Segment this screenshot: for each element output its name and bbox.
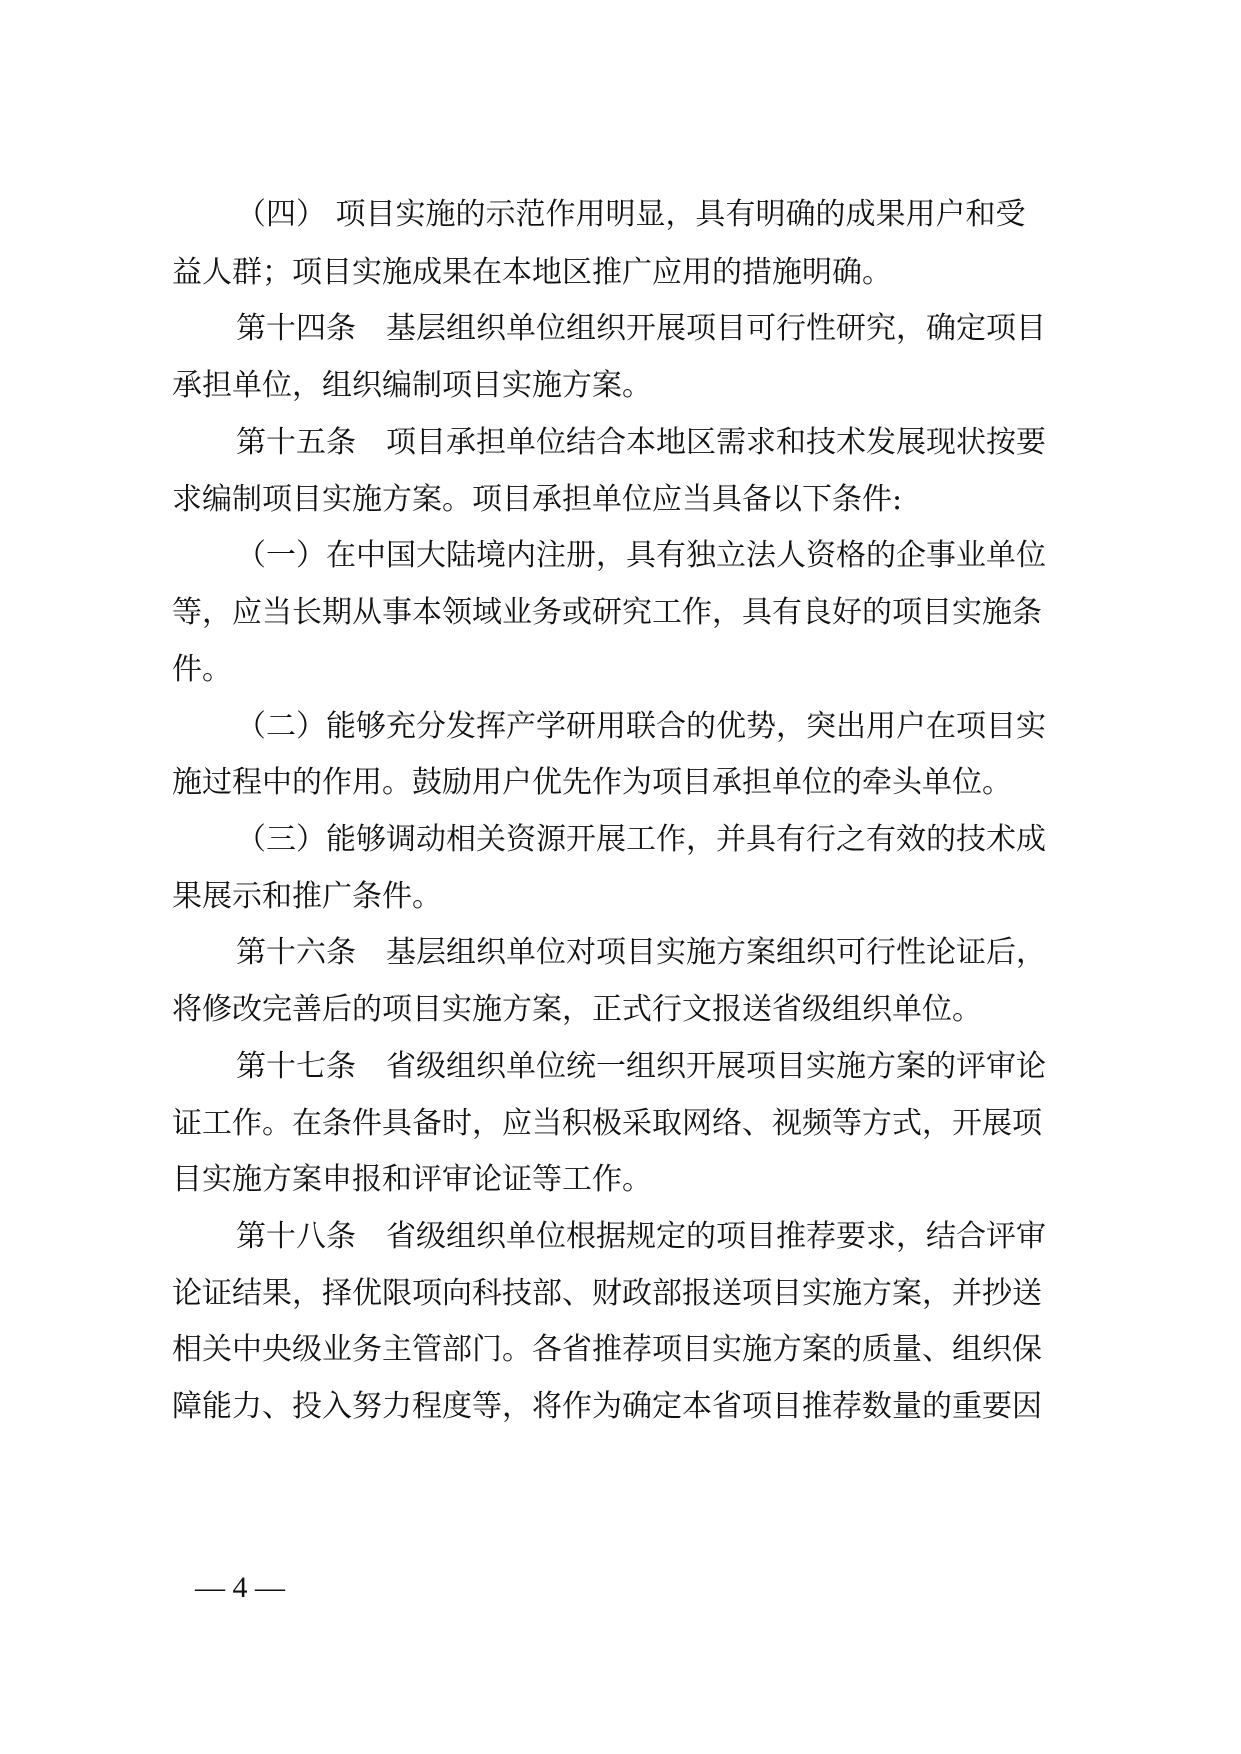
text-line: 求编制项目实施方案。项目承担单位应当具备以下条件: (172, 482, 903, 517)
text-line: （一）在中国大陆境内注册，具有独立法人资格的企事业单位 (236, 538, 1046, 573)
text-line: （三）能够调动相关资源开展工作，并具有行之有效的技术成 (236, 822, 1046, 857)
text-line: 件。 (172, 652, 232, 687)
text-line: 第十七条 省级组织单位统一组织开展项目实施方案的评审论 (236, 1049, 1046, 1084)
text-line: 第十八条 省级组织单位根据规定的项目推荐要求，结合评审 (236, 1219, 1046, 1254)
text-line: （二）能够充分发挥产学研用联合的优势，突出用户在项目实 (236, 709, 1046, 744)
text-line: 相关中央级业务主管部门。各省推荐项目实施方案的质量、组织保 (172, 1332, 1042, 1367)
text-line: 第十四条 基层组织单位组织开展项目可行性研究，确定项目 (236, 311, 1046, 346)
text-line: 论证结果，择优限项向科技部、财政部报送项目实施方案，并抄送 (172, 1276, 1042, 1311)
text-line: 目实施方案申报和评审论证等工作。 (172, 1162, 652, 1197)
page-number: — 4 — (195, 1571, 285, 1604)
text-line: （四） 项目实施的示范作用明显，具有明确的成果用户和受 (236, 197, 1026, 232)
text-line: 第十五条 项目承担单位结合本地区需求和技术发展现状按要 (236, 425, 1046, 460)
text-line: 等，应当长期从事本领域业务或研究工作，具有良好的项目实施条 (172, 595, 1042, 630)
text-line: 益人群；项目实施成果在本地区推广应用的措施明确。 (172, 255, 892, 290)
text-line: 承担单位，组织编制项目实施方案。 (172, 368, 652, 403)
text-line: 第十六条 基层组织单位对项目实施方案组织可行性论证后， (236, 935, 1046, 970)
text-line: 障能力、投入努力程度等，将作为确定本省项目推荐数量的重要因 (172, 1389, 1042, 1424)
text-line: 证工作。在条件具备时，应当积极采取网络、视频等方式，开展项 (172, 1106, 1042, 1141)
text-line: 将修改完善后的项目实施方案，正式行文报送省级组织单位。 (172, 992, 982, 1027)
text-line: 果展示和推广条件。 (172, 879, 442, 914)
text-line: 施过程中的作用。鼓励用户优先作为项目承担单位的牵头单位。 (172, 765, 1012, 800)
